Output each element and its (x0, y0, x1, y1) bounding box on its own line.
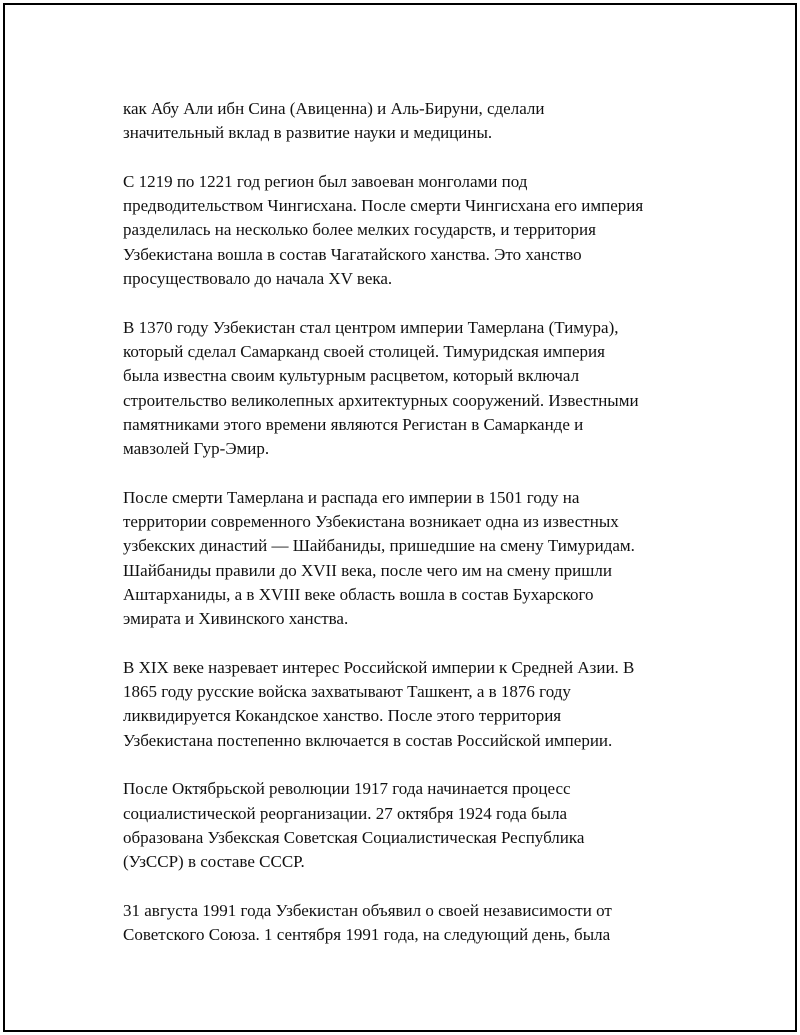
document-body (123, 97, 693, 972)
text-line: Шайбаниды правили до XVII века, после чего им на смену пришли (123, 560, 612, 580)
text-line: образована Узбекская Советская Социалистическая Республика (123, 827, 585, 847)
text-line: узбекских династий — Шайбаниды, пришедшие на смену Тимуридам. (123, 536, 635, 556)
text-line: разделилась на несколько более мелких государств, и территория (123, 220, 596, 240)
text-line: В XIX веке назревает интерес Российской империи к Средней Азии. В (123, 657, 635, 677)
text-line: (УзССР) в составе СССР. (123, 852, 305, 872)
text-line: Узбекистана постепенно включается в состав Российской империи. (123, 730, 613, 750)
text-line: 31 августа 1991 года Узбекистан объявил о своей независимости от (123, 900, 612, 920)
text-line: 1865 году русские войска захватывают Ташкент, а в 1876 году (123, 682, 571, 702)
paragraph (123, 97, 693, 146)
paragraph (123, 899, 693, 948)
paragraph (123, 486, 693, 632)
text-line: как Абу Али ибн Сина (Авиценна) и Аль-Бируни, сделали (123, 99, 545, 118)
text-line: В 1370 году Узбекистан стал центром империи Тамерлана (Тимура), (123, 317, 619, 337)
text-line: территории современного Узбекистана возникает одна из известных (123, 512, 619, 532)
text-line: строительство великолепных архитектурных сооружений. Известными (123, 390, 639, 410)
text-line: социалистической реорганизации. 27 октября 1924 года была (123, 803, 568, 823)
paragraph (123, 777, 693, 874)
text-line: который сделал Самарканд своей столицей. Тимуридская империя (123, 341, 605, 361)
text-line: просуществовало до начала XV века. (123, 269, 393, 289)
text-line: памятниками этого времени являются Регистан в Самарканде и (123, 414, 584, 434)
text-line: была известна своим культурным расцветом, который включал (123, 366, 580, 386)
text-line: предводительством Чингисхана. После смерти Чингисхана его империя (123, 196, 644, 216)
text-line: мавзолей Гур-Эмир. (123, 439, 270, 459)
text-line: После Октябрьской революции 1917 года начинается процесс (123, 779, 571, 799)
text-line: значительный вклад в развитие науки и медицины. (123, 123, 493, 143)
paragraph (123, 316, 693, 462)
text-line: После смерти Тамерлана и распада его империи в 1501 году на (123, 487, 580, 507)
text-line: С 1219 по 1221 год регион был завоеван монголами под (123, 171, 528, 191)
text-line: эмирата и Хивинского ханства. (123, 609, 349, 629)
text-line: Аштарханиды, а в XVIII веке область вошла в состав Бухарского (123, 584, 594, 604)
text-line: Советского Союза. 1 сентября 1991 года, на следующий день, была (123, 925, 611, 945)
paragraph (123, 656, 693, 753)
text-line: ликвидируется Кокандское ханство. После этого территория (123, 706, 562, 726)
paragraph (123, 170, 693, 291)
text-line: Узбекистана вошла в состав Чагатайского ханства. Это ханство (123, 244, 582, 264)
page-frame (3, 3, 797, 1032)
